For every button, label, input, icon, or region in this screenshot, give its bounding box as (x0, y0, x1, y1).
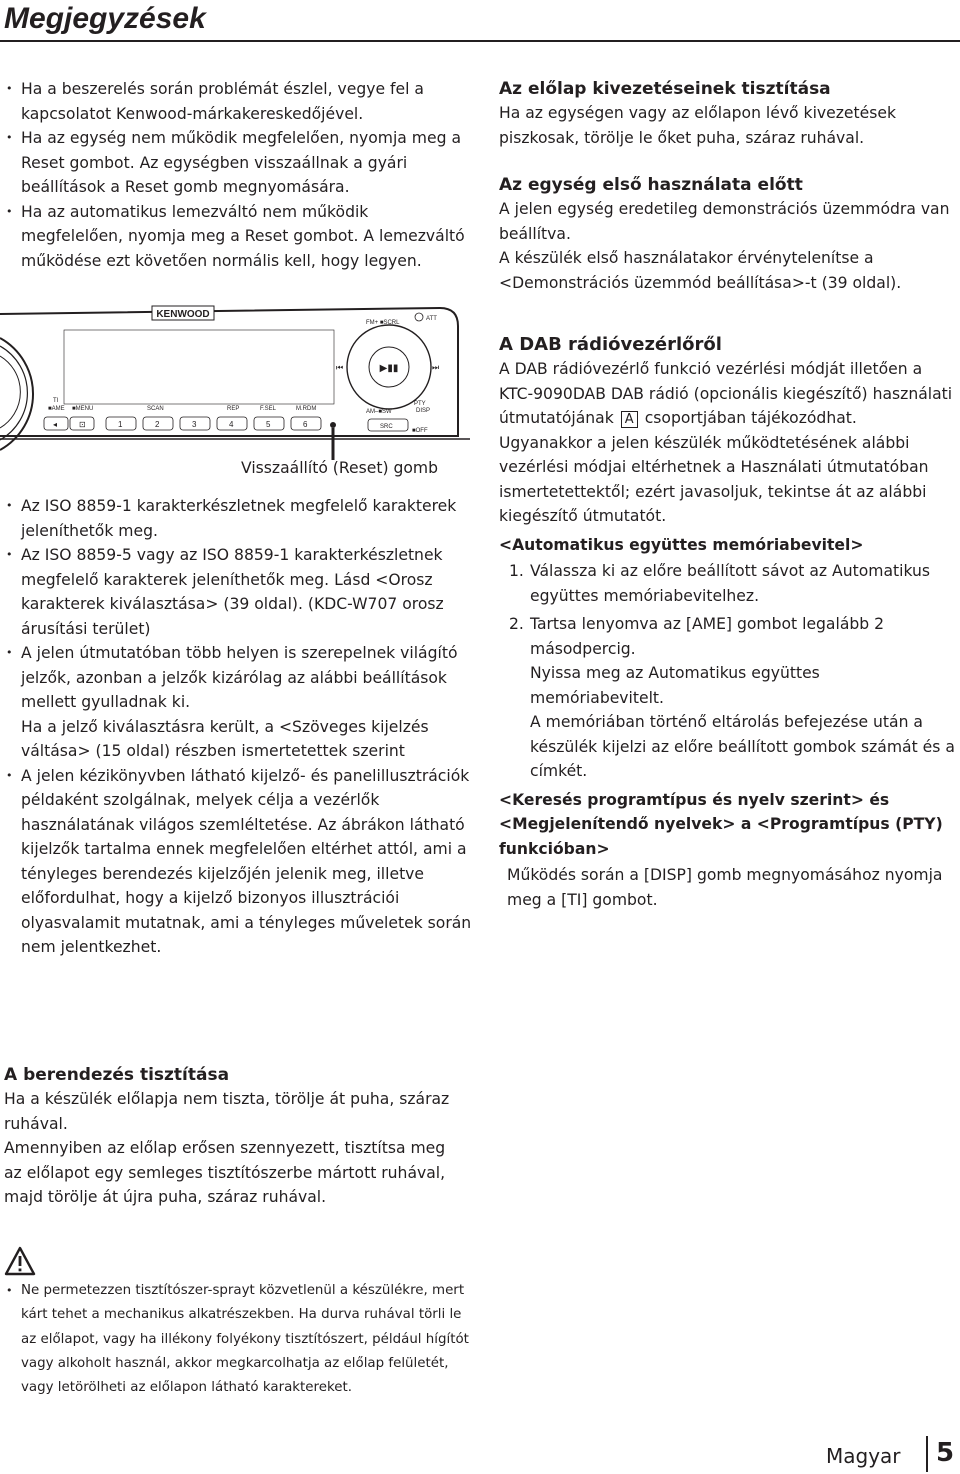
step-item: 1. Válassza ki az előre beállított sávot az Automatikus együttes memóriabevitelhez. (509, 562, 931, 605)
note-text: A jelen útmutatóban több helyen is szerepelnek világító jelzők, azonban a jelzők kizárólag az alábbi beállítások mellett gyulladnak ki. (21, 644, 458, 711)
steps-list (499, 559, 955, 784)
brand-logo: KENWOOD (156, 309, 210, 320)
svg-text:▶▮▮: ▶▮▮ (379, 363, 399, 374)
svg-text:AM–■SW: AM–■SW (366, 409, 392, 415)
section-body: Ugyanakkor a jelen készülék működtetésének alábbi vezérlési módjai eltérhetnek a Használati útmutatóban ismertetettektől; ezért javasoljuk, tekintse át az alábbi kiegészítő útmutatót. (499, 433, 929, 525)
svg-text:5: 5 (266, 420, 271, 429)
svg-text:FM+ ■SCRL: FM+ ■SCRL (366, 320, 400, 326)
note-item: • Az ISO 8859-5 vagy az ISO 8859-1 karakterkészletnek megfelelő karakterek jeleníthetők meg. Lásd <Orosz karakterek kiválasztása> (39 oldal). (KDC-W707 orosz árusítási terület) (4, 543, 474, 641)
page-number: 5 (936, 1438, 955, 1468)
language-label: Magyar (826, 1444, 901, 1468)
warning-text: • Ne permetezzen tisztítószer-sprayt közvetlenül a készülékre, mert kárt tehet a mechanikus alkatrészekben. Ha durva ruhával törli le az előlapot, vagy ha illékony folyékony tisztítószert, például hígítót vagy alkoholt használ, akkor megkarcolhatja az előlap felületét, vagy letörölheti az előlapon látható karaktereket. (4, 1279, 474, 1400)
step-item: 2. Tartsa lenyomva az [AME] gombot legalább 2 másodpercig. Nyissa meg az Automatikus együttes memóriabevitelt. A memóriában történő eltárolás befejezése után a készülék kijelzi az előre beállított gombok számát és a címkét. (509, 615, 955, 780)
svg-text:■AME: ■AME (48, 406, 65, 412)
note-item: • A jelen kézikönyvben látható kijelző- és panelillusztrációk példaként szolgálnak, melyek célja a vezérlők használatának világos szemléltetése. Az ábrákon látható kijelzők tartalma ennek megfelelően eltérhet attól, ami a tényleges berendezés kijelzőjén jelenik meg, illetve előfordulhat, hogy a kijelző bizonyos illusztrációi olyasvalamit mutatnak, ami a tényleges műveletek során nem jelentkezhet. (4, 764, 474, 960)
footer-divider (926, 1436, 928, 1472)
svg-text:REP: REP (227, 406, 240, 412)
svg-text:■MENU: ■MENU (72, 406, 94, 412)
svg-text:M.RDM: M.RDM (296, 406, 317, 412)
warning-section (4, 1279, 474, 1400)
svg-text:SRC: SRC (380, 424, 393, 430)
section-title: Az előlap kivezetéseinek tisztítása (499, 79, 831, 99)
cleaning-paragraph: Ha a készülék előlapja nem tiszta, törölje át puha, száraz ruhával. (4, 1090, 450, 1133)
svg-text:⏭: ⏭ (432, 363, 440, 372)
note-item: • Ha az egység nem működik megfelelően, nyomja meg a Reset gombot. Az egységben visszaállnak a gyári beállítások a Reset gomb megnyomására. (4, 126, 474, 200)
page-footer (826, 1436, 956, 1472)
left-column-bottom (4, 494, 474, 960)
svg-text:DISP: DISP (416, 408, 431, 414)
svg-text:◂: ◂ (53, 420, 58, 429)
svg-text:ATT: ATT (426, 316, 437, 322)
group-a-box: A (621, 411, 638, 428)
note-item (4, 641, 474, 764)
car-stereo-faceplate-illustration (0, 300, 470, 460)
right-column (499, 77, 955, 912)
svg-text:■OFF: ■OFF (412, 428, 428, 434)
section-title: A DAB rádióvezérlőről (499, 334, 722, 355)
section-title: Az egység első használata előtt (499, 175, 803, 195)
cleaning-title: A berendezés tisztítása (4, 1065, 230, 1085)
svg-text:⏮: ⏮ (336, 363, 344, 372)
svg-text:4: 4 (229, 420, 234, 429)
warning-triangle-icon (4, 1246, 36, 1276)
notes-list-bottom (4, 494, 474, 960)
svg-text:3: 3 (192, 420, 197, 429)
section-body: Ha az egységen vagy az előlapon lévő kivezetések piszkosak, törölje le őket puha, száraz ruhával. (499, 104, 896, 147)
page-title: Megjegyzések (4, 2, 206, 35)
svg-text:1: 1 (118, 420, 123, 429)
subsection-title: <Keresés programtípus és nyelv szerint> és <Megjelenítendő nyelvek> a <Programtípus (PTY) funkcióban> (499, 790, 943, 858)
note-item: • Ha a beszerelés során problémát észlel, vegye fel a kapcsolatot Kenwood-márkakereskedőjével. (4, 77, 474, 126)
reset-button-caption: Visszaállító (Reset) gomb (241, 459, 439, 477)
cleaning-section (4, 1063, 464, 1210)
page-header (0, 0, 960, 42)
section-body: A DAB rádióvezérlő funkció vezérlési módját illetően a KTC-9090DAB DAB rádió (opcionális kiegészítő) használati útmutatójának A csoportjában tájékozódhat. (499, 360, 953, 427)
section-body: A készülék első használatakor érvénytelenítse a <Demonstrációs üzemmód beállítása>-t (39 oldal). (499, 249, 902, 292)
svg-text:PTY: PTY (414, 401, 426, 407)
notes-list-top (4, 77, 474, 273)
svg-text:SCAN: SCAN (147, 406, 164, 412)
svg-text:F.SEL: F.SEL (260, 406, 277, 412)
svg-text:TI: TI (53, 398, 59, 404)
left-column-top (4, 77, 474, 273)
svg-text:2: 2 (155, 420, 160, 429)
indicator-note: Ha a jelző kiválasztásra került, a <Szöveges kijelzés váltása> (15 oldal) részben ismertetettek szerint (21, 717, 429, 760)
note-item: • Az ISO 8859-1 karakterkészletnek megfelelő karakterek jeleníthetők meg. (4, 494, 474, 543)
svg-text:⊡: ⊡ (79, 420, 86, 429)
cleaning-paragraph: Amennyiben az előlap erősen szennyezett, tisztítsa meg az előlapot egy semleges tisztítószerbe mártott ruhával, majd törölje át újra puha, száraz ruhával. (4, 1139, 446, 1206)
subsection-body: Működés során a [DISP] gomb megnyomásához nyomja meg a [TI] gombot. (507, 866, 943, 909)
section-body: A jelen egység eredetileg demonstrációs üzemmódra van beállítva. (499, 200, 950, 243)
subsection-title: <Automatikus együttes memóriabevitel> (499, 535, 864, 554)
svg-text:6: 6 (303, 420, 308, 429)
note-item: • Ha az automatikus lemezváltó nem működik megfelelően, nyomja meg a Reset gombot. A lemezváltó működése ezt követően normális kell, hogy legyen. (4, 200, 474, 274)
